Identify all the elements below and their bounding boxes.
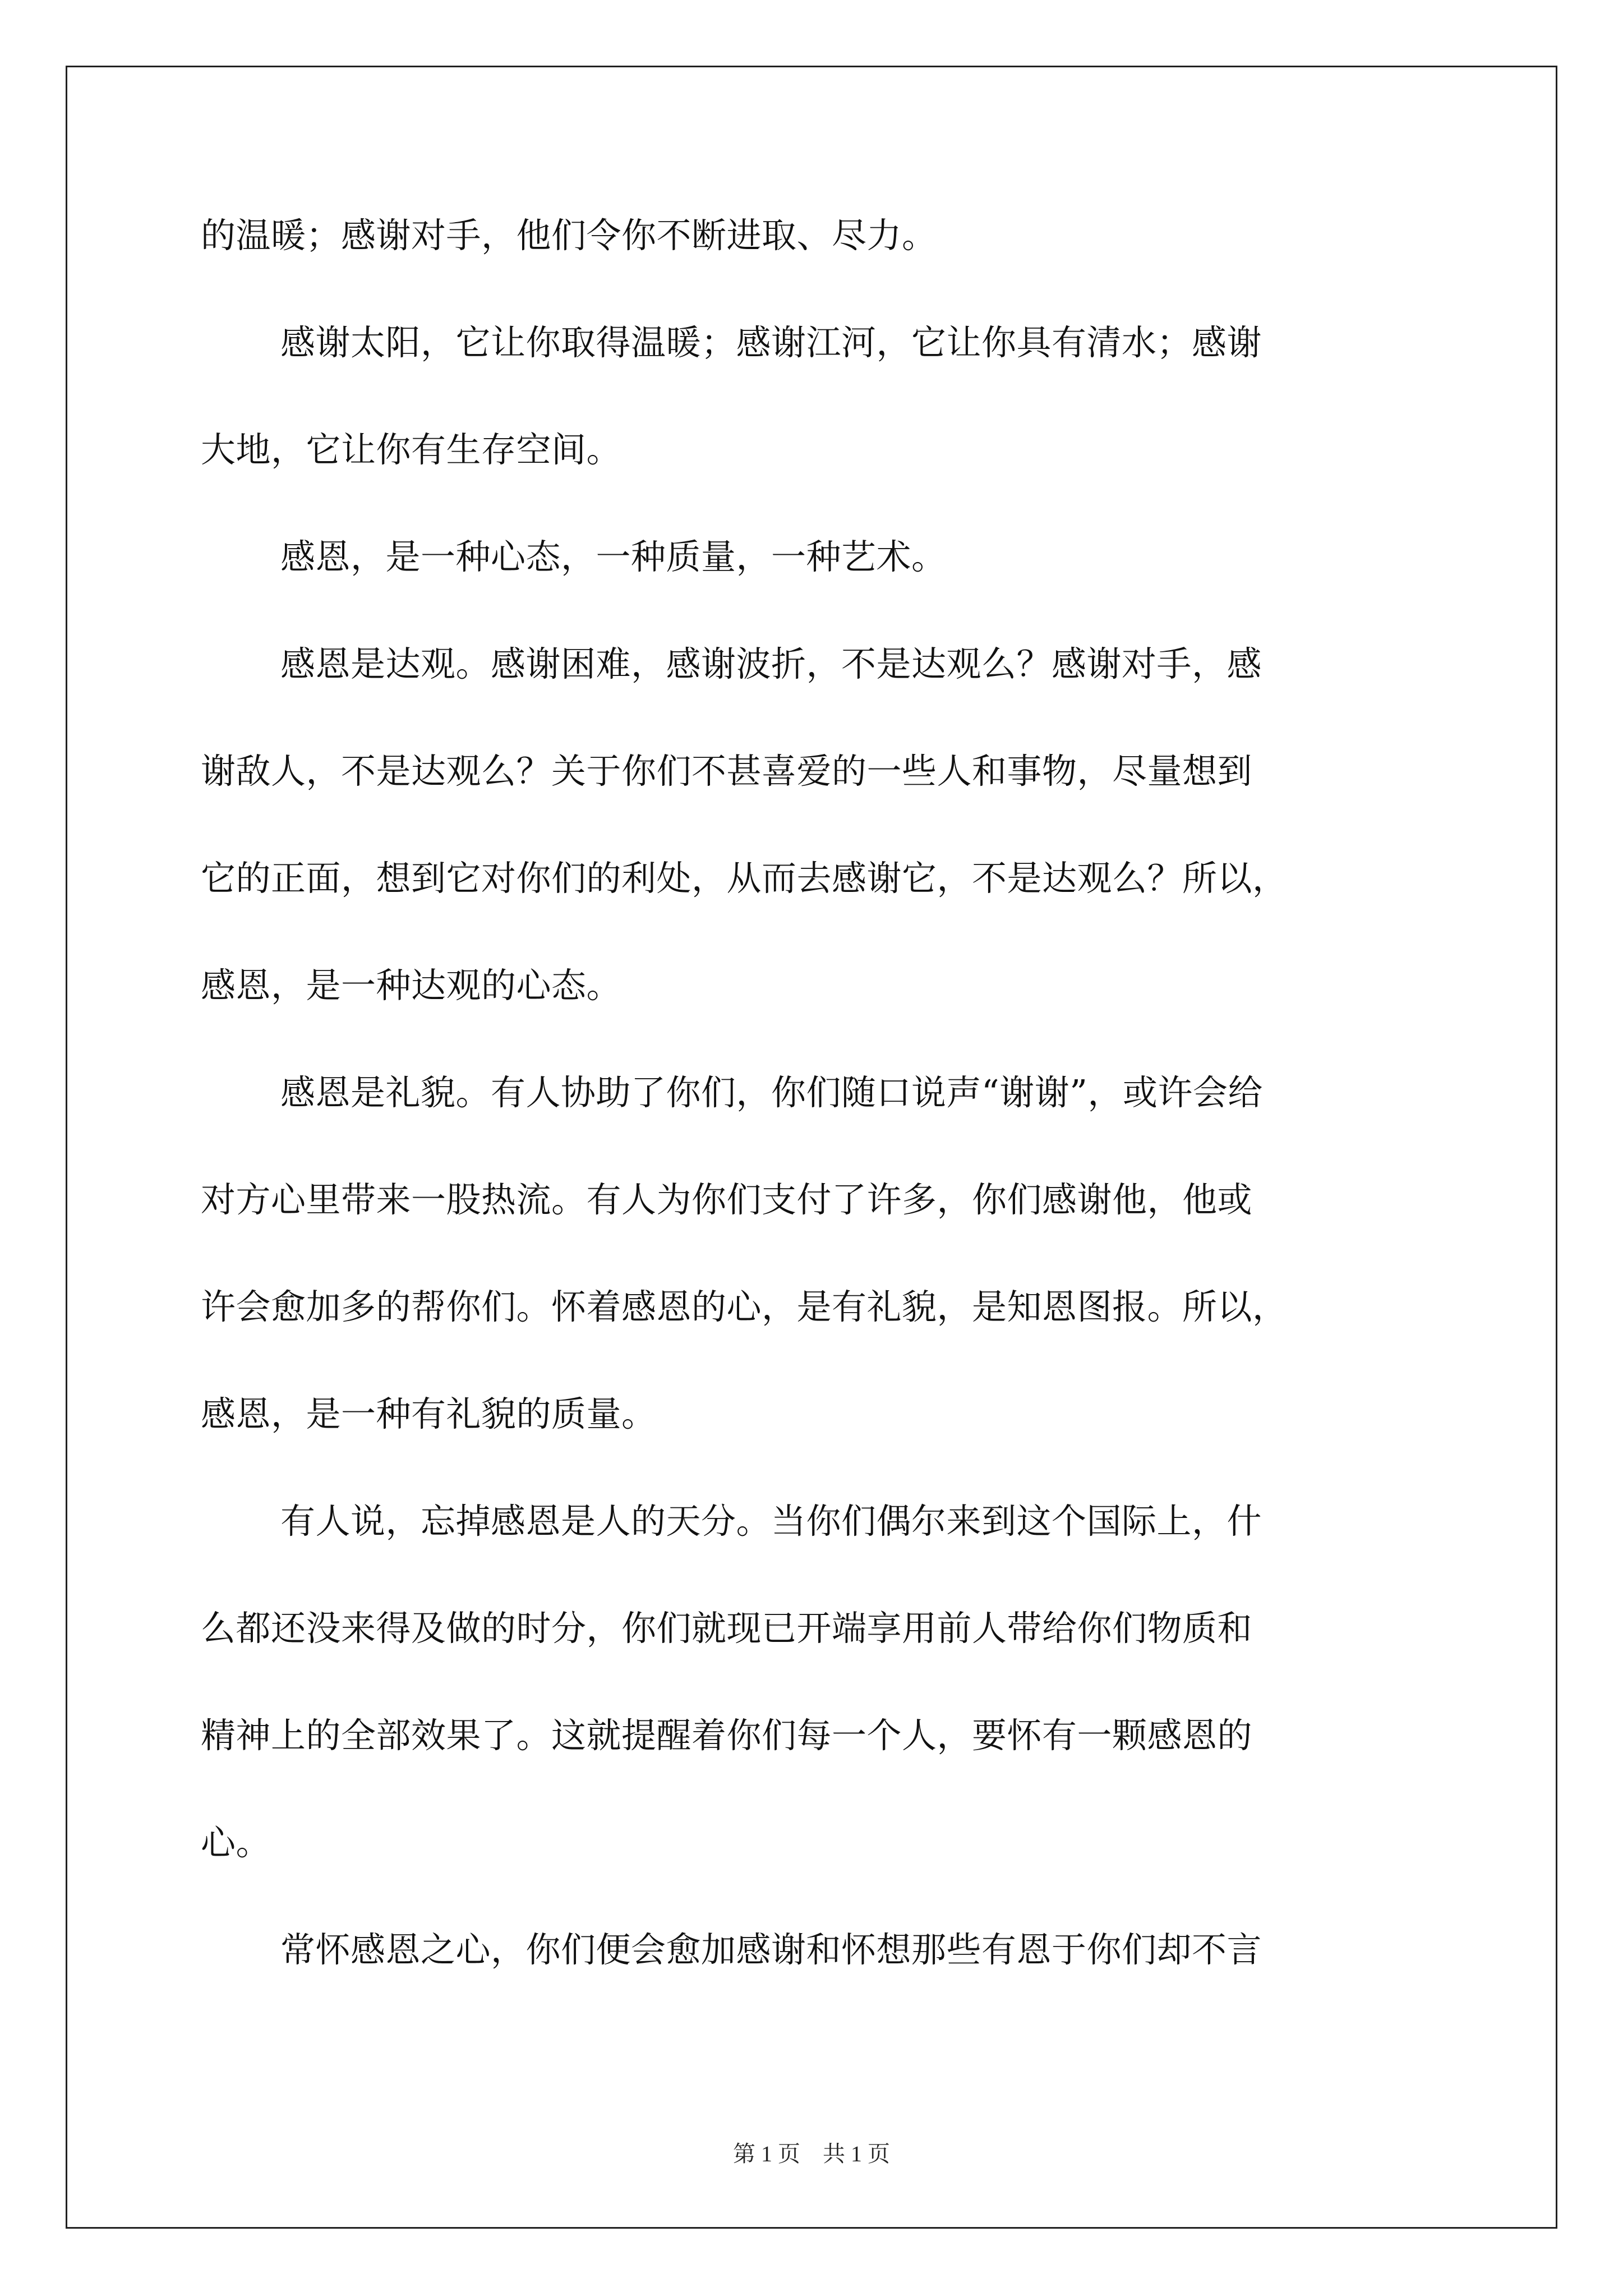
text-line: 许会愈加多的帮你们。怀着感恩的心，是有礼貌，是知恩图报。所以， <box>201 1286 1288 1327</box>
page-number-footer: 第 1 页 共 1 页 <box>733 2141 890 2166</box>
text-line: 感恩，是一种达观的心态。 <box>201 965 622 1006</box>
text-line: 的温暖；感谢对手，他们令你不断进取、尽力。 <box>201 215 937 256</box>
text-line: 感谢太阳，它让你取得温暖；感谢江河，它让你具有清水；感谢 <box>280 322 1262 363</box>
text-line: 感恩是礼貌。有人协助了你们，你们随口说声“谢谢”，或许会给 <box>280 1072 1263 1113</box>
text-line: 感恩，是一种心态，一种质量，一种艺术。 <box>280 536 947 577</box>
document-body <box>201 213 1457 2035</box>
text-line: 常怀感恩之心，你们便会愈加感谢和怀想那些有恩于你们却不言 <box>280 1929 1262 1970</box>
text-line: 感恩是达观。感谢困难，感谢波折，不是达观么？感谢对手，感 <box>280 643 1262 684</box>
text-line: 对方心里带来一股热流。有人为你们支付了许多，你们感谢他，他或 <box>201 1179 1253 1220</box>
text-line: 大地，它让你有生存空间。 <box>201 429 622 470</box>
text-line: 精神上的全部效果了。这就提醒着你们每一个人，要怀有一颗感恩的 <box>201 1715 1253 1756</box>
text-line: 谢敌人，不是达观么？关于你们不甚喜爱的一些人和事物，尽量想到 <box>201 751 1253 792</box>
text-line: 么都还没来得及做的时分，你们就现已开端享用前人带给你们物质和 <box>201 1608 1253 1649</box>
text-line: 有人说，忘掉感恩是人的天分。当你们偶尔来到这个国际上，什 <box>280 1501 1262 1542</box>
text-line: 感恩，是一种有礼貌的质量。 <box>201 1393 657 1434</box>
text-line: 它的正面，想到它对你们的利处，从而去感谢它，不是达观么？所以， <box>201 858 1288 899</box>
text-line: 心。 <box>201 1822 271 1863</box>
